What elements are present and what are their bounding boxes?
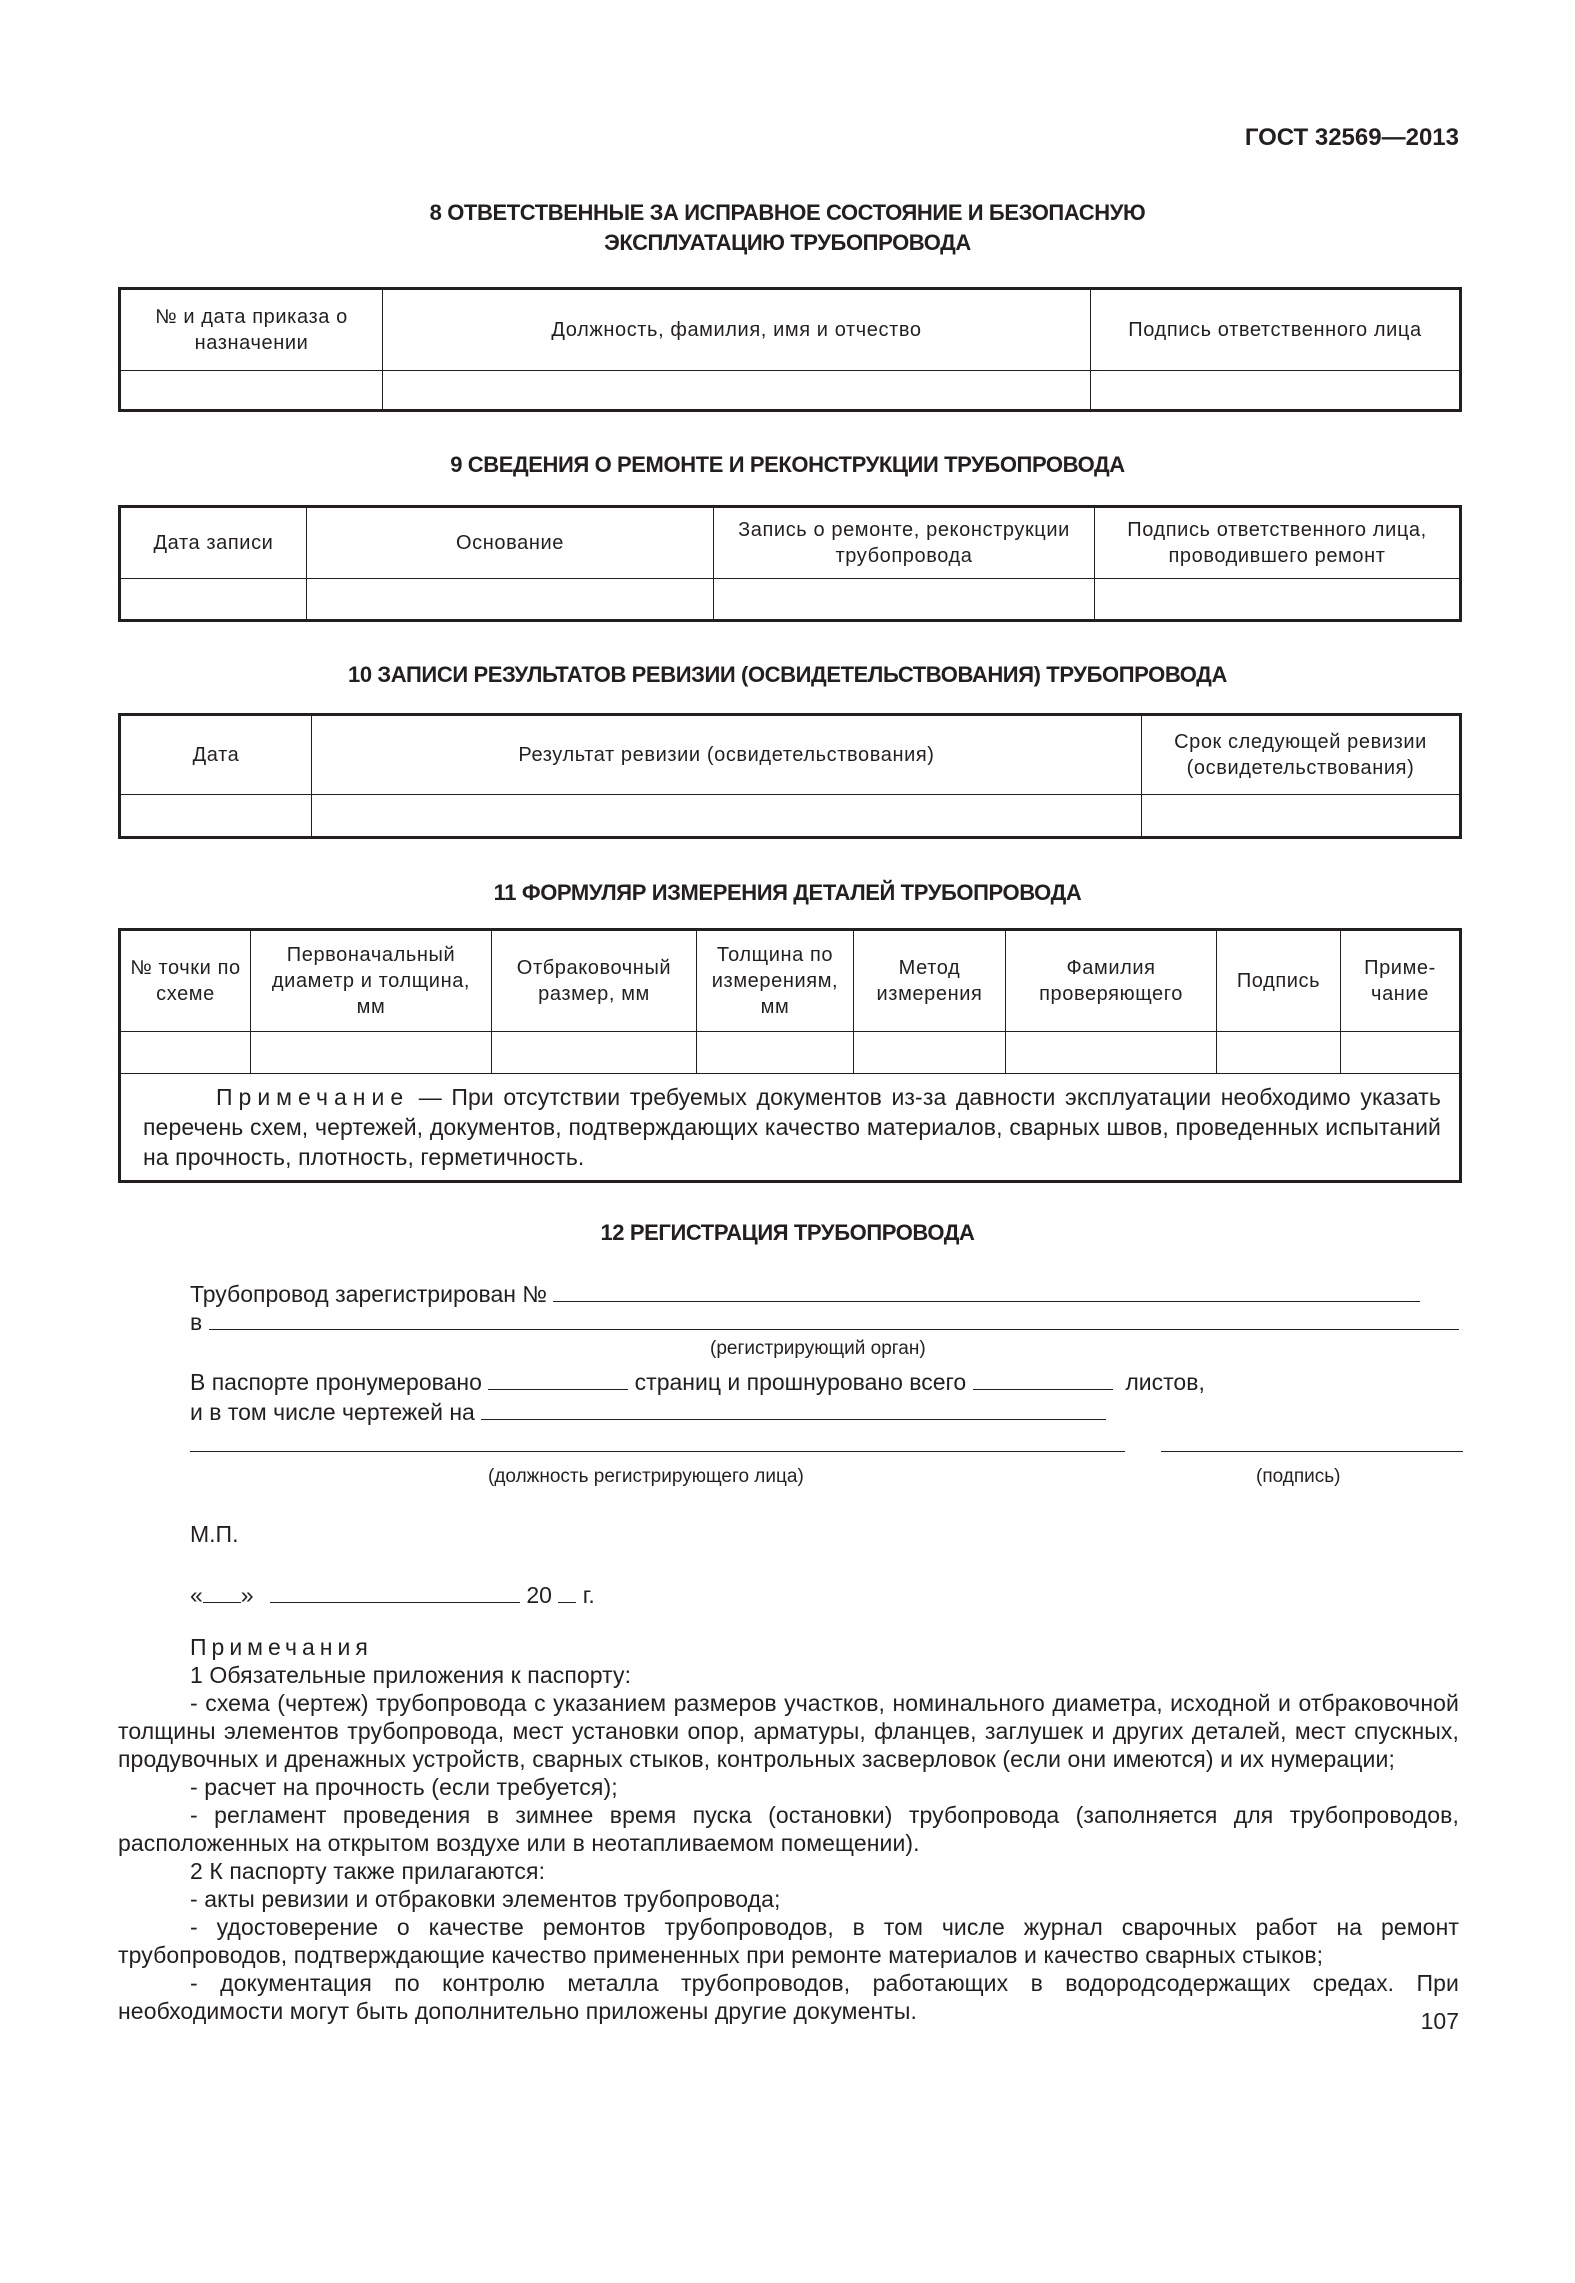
year-field[interactable] <box>558 1579 576 1603</box>
note-item: - акты ревизии и отбраковки элементов трубопровода; <box>190 1886 781 1912</box>
column-header: Запись о ремонте, реконструкции трубопровода <box>714 507 1095 579</box>
column-header: Подпись ответственного лица, проводившего ремонт <box>1095 507 1461 579</box>
sheets-count-field[interactable] <box>973 1366 1113 1390</box>
column-header: Дата записи <box>120 507 307 579</box>
note-item: 2 К паспорту также прилагаются: <box>190 1858 546 1884</box>
column-header: Отбраковочный размер, мм <box>492 930 697 1032</box>
column-header: Первоначальный диаметр и толщина, мм <box>251 930 492 1032</box>
table-note-text: — При отсутствии требуемых документов из-за давности эксплуатации необходимо указать перечень схем, чертежей, документов, подтверждающих качество материалов, сварных швов, проведенных испытаний на прочность, плотность, герметичность. <box>143 1084 1441 1170</box>
numbered-label: В паспорте пронумеровано <box>190 1369 482 1395</box>
section-11-title: 11 ФОРМУЛЯР ИЗМЕРЕНИЯ ДЕТАЛЕЙ ТРУБОПРОВОДА <box>493 880 1082 905</box>
table-cell[interactable] <box>854 1032 1006 1074</box>
table-cell[interactable] <box>383 371 1091 411</box>
column-header: Результат ревизии (освидетельствования) <box>312 715 1142 795</box>
drawings-label: и в том числе чертежей на <box>190 1399 475 1425</box>
note-item: 1 Обязательные приложения к паспорту: <box>190 1662 632 1688</box>
notes-heading: Примечания <box>190 1634 373 1660</box>
authority-hint: (регистрирующий орган) <box>710 1338 926 1359</box>
column-header: Дата <box>120 715 312 795</box>
column-header: Метод измерения <box>854 930 1006 1032</box>
note-item: - удостоверение о качестве ремонтов трубопроводов, в том числе журнал сварочных работ на ремонт трубопроводов, подтверждающие качество примененных при ремонте материалов и качество сварных стыков; <box>118 1914 1459 1968</box>
page-header-standard: ГОСТ 32569—2013 <box>1244 124 1459 151</box>
table-cell[interactable] <box>120 371 383 411</box>
drawings-count-field[interactable] <box>481 1396 1106 1420</box>
section-8-title: 8 ОТВЕТСТВЕННЫЕ ЗА ИСПРАВНОЕ СОСТОЯНИЕ И БЕЗОПАСНУЮ ЭКСПЛУАТАЦИЮ ТРУБОПРОВОДА <box>429 200 1146 255</box>
table-row <box>120 1032 1461 1074</box>
note-item: - схема (чертеж) трубопровода с указанием размеров участков, номинального диаметра, исходной и отбраковочной толщины элементов трубопровода, мест установки опор, арматуры, фланцев, заглушек и других деталей, мест спускных, продувочных и дренажных устройств, сварных стыков, контрольных засверловок (если они имеются) и их нумерации; <box>118 1690 1459 1772</box>
table-note-label: Примечание <box>216 1084 410 1110</box>
registered-label: Трубопровод зарегистрирован № <box>190 1281 548 1307</box>
section-9-title: 9 СВЕДЕНИЯ О РЕМОНТЕ И РЕКОНСТРУКЦИИ ТРУБОПРОВОДА <box>450 452 1125 477</box>
column-header: Подпись ответственного лица <box>1091 289 1461 371</box>
table-cell[interactable] <box>120 795 312 838</box>
note-item: - регламент проведения в зимнее время пуска (остановки) трубопровода (заполняется для трубопроводов, расположенных на открытом воздухе или в неотапливаемом помещении). <box>118 1802 1459 1856</box>
registrar-position-field[interactable] <box>190 1428 1125 1452</box>
month-field[interactable] <box>270 1579 520 1603</box>
column-header: Приме-чание <box>1341 930 1461 1032</box>
responsible-persons-table <box>118 287 1462 412</box>
year-label: 20 <box>526 1582 552 1608</box>
section-10-title: 10 ЗАПИСИ РЕЗУЛЬТАТОВ РЕВИЗИИ (ОСВИДЕТЕЛЬСТВОВАНИЯ) ТРУБОПРОВОДА <box>348 662 1227 687</box>
table-cell[interactable] <box>492 1032 697 1074</box>
table-row <box>120 371 1461 411</box>
table-cell[interactable] <box>307 579 714 621</box>
column-header: Должность, фамилия, имя и отчество <box>383 289 1091 371</box>
table-note <box>120 1074 1461 1182</box>
table-cell[interactable] <box>697 1032 854 1074</box>
column-header: № и дата приказа о назначении <box>120 289 383 371</box>
measurement-form-table <box>118 928 1462 1183</box>
table-cell[interactable] <box>120 1032 251 1074</box>
annex-notes <box>118 1633 1459 2025</box>
authority-in-label: в <box>190 1309 203 1335</box>
column-header: № точки по схеме <box>120 930 251 1032</box>
note-item: - документация по контролю металла трубопроводов, работающих в водородсодержащих средах. При необходимости могут быть дополнительно приложены другие документы. <box>118 1970 1459 2024</box>
table-cell[interactable] <box>1217 1032 1341 1074</box>
column-header: Фамилия проверяющего <box>1006 930 1217 1032</box>
table-cell[interactable] <box>251 1032 492 1074</box>
table-cell[interactable] <box>312 795 1142 838</box>
page-number: 107 <box>1420 2008 1459 2034</box>
table-cell[interactable] <box>1095 579 1461 621</box>
quote-open: « <box>190 1582 203 1608</box>
registrar-signature-field[interactable] <box>1161 1428 1463 1452</box>
table-cell[interactable] <box>1341 1032 1461 1074</box>
signature-hint: (подпись) <box>1256 1466 1341 1487</box>
table-row <box>120 795 1461 838</box>
table-cell[interactable] <box>1142 795 1461 838</box>
registration-number-field[interactable] <box>553 1278 1420 1302</box>
sheets-label: листов, <box>1125 1369 1205 1395</box>
table-cell[interactable] <box>120 579 307 621</box>
laced-label: страниц и прошнуровано всего <box>634 1369 967 1395</box>
table-cell[interactable] <box>1091 371 1461 411</box>
table-cell[interactable] <box>714 579 1095 621</box>
column-header: Подпись <box>1217 930 1341 1032</box>
repair-records-table <box>118 505 1462 622</box>
column-header: Срок следующей ревизии (освидетельствования) <box>1142 715 1461 795</box>
quote-close: » <box>240 1582 254 1608</box>
stamp-label: М.П. <box>190 1521 239 1547</box>
year-suffix: г. <box>582 1582 595 1608</box>
column-header: Толщина по измерениям, мм <box>697 930 854 1032</box>
position-hint: (должность регистрирующего лица) <box>488 1466 804 1487</box>
table-cell[interactable] <box>1006 1032 1217 1074</box>
note-item: - расчет на прочность (если требуется); <box>190 1774 618 1800</box>
pages-count-field[interactable] <box>488 1366 628 1390</box>
day-field[interactable] <box>203 1579 241 1603</box>
revision-results-table <box>118 713 1462 839</box>
column-header: Основание <box>307 507 714 579</box>
registration-authority-field[interactable] <box>209 1306 1459 1330</box>
table-row <box>120 579 1461 621</box>
section-12-title: 12 РЕГИСТРАЦИЯ ТРУБОПРОВОДА <box>600 1220 975 1245</box>
